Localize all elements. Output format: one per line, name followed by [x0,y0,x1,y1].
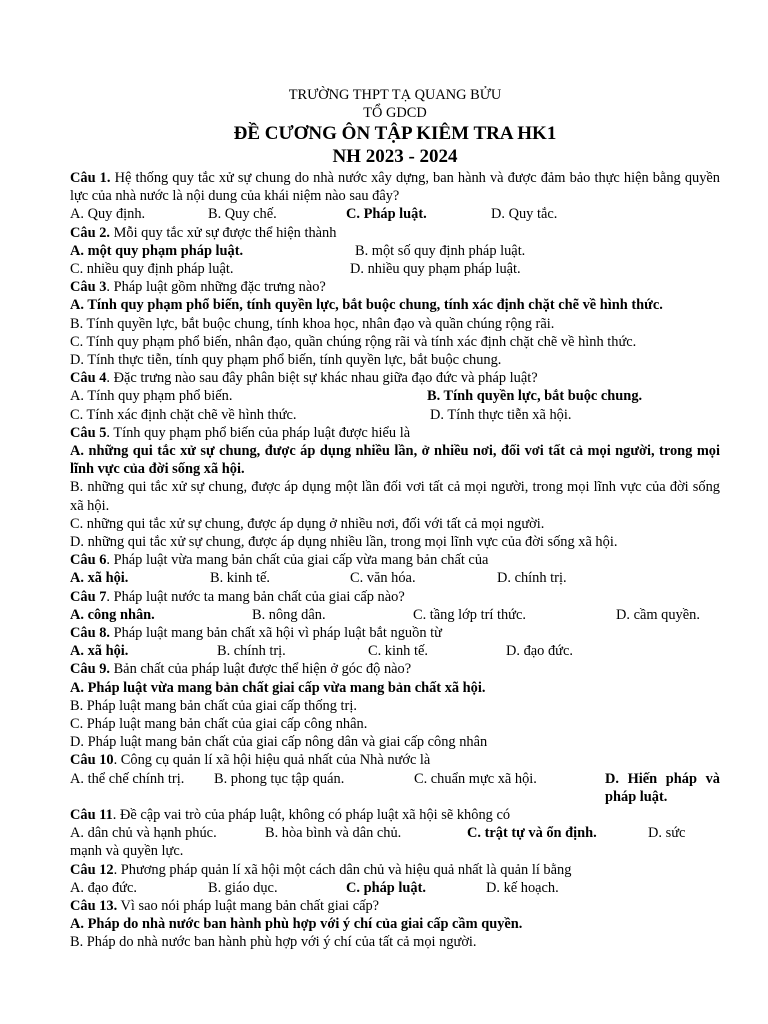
question-3: Câu 3. Pháp luật gồm những đặc trưng nào? [70,279,326,296]
option: B. những qui tắc xử sự chung, được áp dụng một lần đối vơi tất cả mọi người, trong mọi lĩnh vực của đời sống xã hội. [70,479,720,514]
option-correct: A. Pháp do nhà nước ban hành phù hợp với ý chí của giai cấp cầm quyền. [70,916,523,933]
option-correct: A. Tính quy phạm phổ biến, tính quyền lực, bắt buộc chung, tính xác định chặt chẽ về hình thức. [70,297,663,314]
question-6-options [70,569,720,587]
option: B. Quy chế. [208,206,277,223]
option: D. những qui tắc xử sự chung, được áp dụng nhiều lần, trong mọi lĩnh vực của đời sống xã hội. [70,533,618,550]
option-correct: A. một quy phạm pháp luật. [70,242,244,259]
option: D. nhiều quy phạm pháp luật. [350,260,521,277]
option: D. cầm quyền. [616,606,700,623]
option: A. dân chủ và hạnh phúc. [70,825,217,842]
option: B. giáo dục. [208,879,278,896]
question-12-options [70,879,720,897]
question-6: Câu 6. Pháp luật vừa mang bản chất của giai cấp vừa mang bản chất của [70,552,489,569]
option: B. chính trị. [217,643,286,660]
question-2-options-row1 [70,242,720,260]
option-wrap: mạnh và quyền lực. [70,843,184,860]
option: A. Tính quy phạm phổ biến. [70,388,233,405]
question-12: Câu 12. Phương pháp quản lí xã hội một cách dân chủ và hiệu quả nhất là quản lí bằng [70,861,572,878]
option: A. thể chế chính trị. [70,770,185,787]
option: C. nhiều quy định pháp luật. [70,260,234,277]
option-correct: D. Hiến pháp và pháp luật. [605,770,720,805]
question-2-options-row2 [70,260,720,278]
option-correct: A. những qui tắc xử sự chung, được áp dụng nhiều lần, ở nhiều nơi, đối vơi tất cả mọi người, trong mọi lĩnh vực của đời sống xã hội. [70,442,720,478]
option-correct: C. pháp luật. [346,879,426,896]
option: D. chính trị. [497,570,567,587]
document-title: ĐỀ CƯƠNG ÔN TẬP KIÊM TRA HK1 [233,123,557,144]
option: B. một số quy định pháp luật. [355,242,526,259]
question-7: Câu 7. Pháp luật nước ta mang bản chất của giai cấp nào? [70,588,405,605]
option: D. Tính thực tiễn, tính quy phạm phổ biến, tính quyền lực, bắt buộc chung. [70,351,502,368]
option-correct: A. công nhân. [70,606,155,623]
option: C. Tính xác định chặt chẽ về hình thức. [70,406,297,423]
option: A. Quy định. [70,206,146,223]
question-11-options [70,824,720,860]
document-page [70,86,720,952]
option: D. Tính thực tiễn xã hội. [430,406,572,423]
question-9: Câu 9. Bản chất của pháp luật được thể hiện ở góc độ nào? [70,661,412,678]
option: B. Pháp luật mang bản chất của giai cấp thống trị. [70,697,357,714]
department-name: TỔ GDCD [363,105,427,121]
option-correct: A. xã hội. [70,643,129,660]
question-1-options [70,205,720,223]
option: C. văn hóa. [350,570,416,587]
option: B. Pháp do nhà nước ban hành phù hợp với ý chí của tất cả mọi người. [70,934,477,951]
question-4-options-row2 [70,406,720,424]
option-correct: C. trật tự và ổn định. [467,825,597,842]
option: C. tầng lớp trí thức. [413,606,526,623]
option: A. đạo đức. [70,879,137,896]
option: C. chuẩn mực xã hội. [414,770,537,787]
school-name: TRƯỜNG THPT TẠ QUANG BỬU [288,87,502,103]
option: C. Tính quy phạm phổ biến, nhân đạo, quần chúng rộng rãi và tính xác định chặt chẽ về hình thức. [70,333,637,350]
question-8: Câu 8. Pháp luật mang bản chất xã hội vì pháp luật bắt nguồn từ [70,624,442,641]
option: B. kinh tế. [210,570,270,587]
question-13: Câu 13. Vì sao nói pháp luật mang bản chất giai cấp? [70,897,380,914]
question-11: Câu 11. Đề cập vai trò của pháp luật, không có pháp luật xã hội sẽ không có [70,806,511,823]
question-8-options [70,642,720,660]
question-5: Câu 5. Tính quy phạm phổ biến của pháp luật được hiểu là [70,424,411,441]
question-7-options [70,606,720,624]
option: B. hòa bình và dân chủ. [265,825,402,842]
option: B. Tính quyền lực, bắt buộc chung, tính khoa học, nhân đạo và quần chúng rộng rãi. [70,315,555,332]
option: C. kinh tế. [368,643,428,660]
question-4: Câu 4. Đặc trưng nào sau đây phân biệt sự khác nhau giữa đạo đức và pháp luật? [70,370,538,387]
option: C. Pháp luật mang bản chất của giai cấp công nhân. [70,715,368,732]
option-correct: C. Pháp luật. [346,206,427,223]
option-correct: A. Pháp luật vừa mang bản chất giai cấp vừa mang bản chất xã hội. [70,679,486,696]
question-10: Câu 10. Công cụ quản lí xã hội hiệu quả nhất của Nhà nước là [70,752,431,769]
option: D. Pháp luật mang bản chất của giai cấp nông dân và giai cấp công nhân [70,734,488,751]
school-year: NH 2023 - 2024 [332,146,458,167]
option: D. kế hoạch. [486,879,559,896]
option-correct: A. xã hội. [70,570,129,587]
option: D. đạo đức. [506,643,573,660]
question-10-options [70,770,720,806]
question-4-options-row1 [70,387,720,405]
question-1: Câu 1. Hệ thống quy tắc xử sự chung do nhà nước xây dựng, ban hành và được đảm bảo thực hiện bằng quyền lực của nhà nước là nội dung của khái niệm nào sau đây? [70,170,721,205]
option: B. phong tục tập quán. [214,770,345,787]
option: D. sức [648,825,686,842]
option-correct: B. Tính quyền lực, bắt buộc chung. [427,388,643,405]
question-2: Câu 2. Mỗi quy tắc xử sự được thể hiện thành [70,224,337,241]
option: C. những qui tắc xử sự chung, được áp dụng ở nhiều nơi, đối với tất cả mọi người. [70,515,545,532]
option: D. Quy tắc. [491,206,558,223]
option: B. nông dân. [252,606,326,623]
